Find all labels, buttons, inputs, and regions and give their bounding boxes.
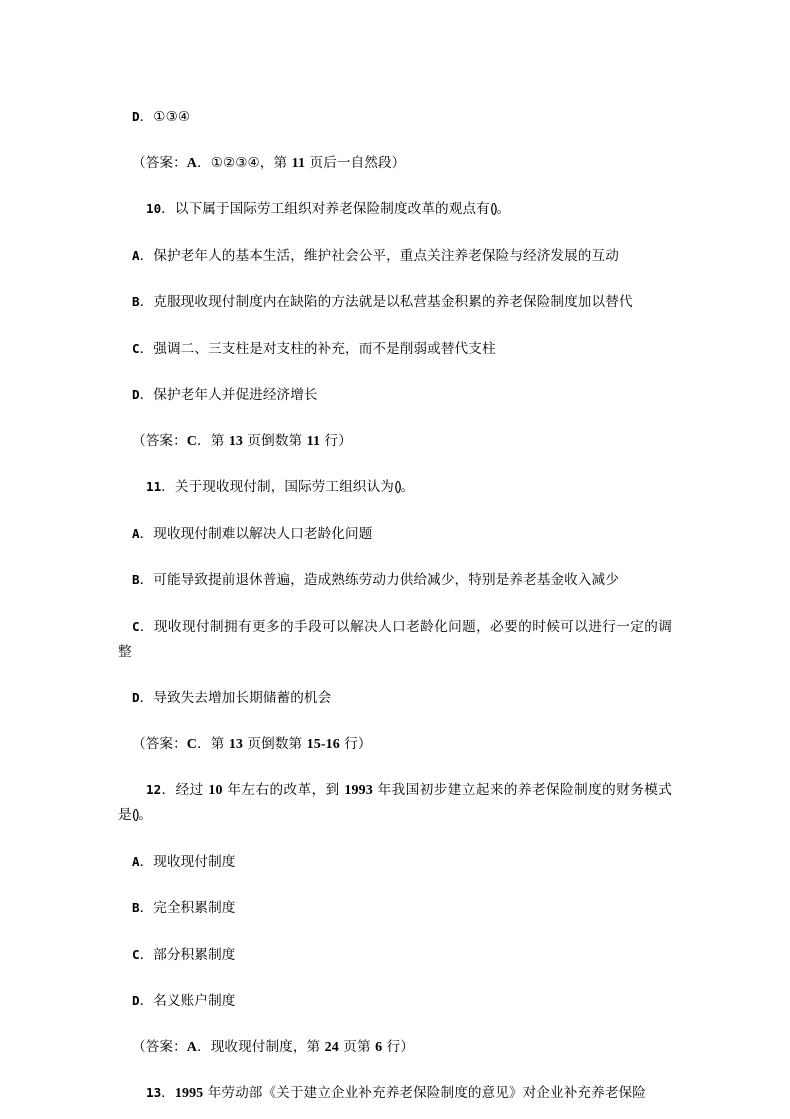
option-label: B <box>132 572 140 587</box>
latin-run: 10 <box>208 783 223 798</box>
option-paragraph <box>118 243 672 269</box>
option-paragraph <box>118 614 672 665</box>
option-text: 部分积累制度 <box>153 946 236 963</box>
question-number: 11 <box>146 479 162 494</box>
latin-run: 11 <box>291 155 306 171</box>
option-paragraph <box>118 336 672 362</box>
latin-run: C <box>186 433 197 449</box>
option-label: D <box>132 387 140 402</box>
answer-paragraph <box>118 429 672 454</box>
label-separator: ． <box>139 690 154 706</box>
option-text: 现收现付制难以解决人口老龄化问题 <box>153 525 373 542</box>
question-paragraph <box>118 1080 672 1106</box>
label-separator: ． <box>139 247 154 264</box>
document-body <box>118 104 672 1119</box>
question-number: 13 <box>146 1085 162 1100</box>
option-label: A <box>132 525 140 541</box>
question-paragraph <box>118 196 672 222</box>
question-text: 1995 年劳动部《关于建立企业补充养老保险制度的意见》对企业补充养老保险 <box>174 1085 646 1101</box>
question-text: 关于现收现付制，国际劳工组织认为()。 <box>174 479 415 495</box>
option-text: 名义账户制度 <box>153 993 236 1009</box>
option-text: 现收现付制拥有更多的手段可以解决人口老龄化问题，必要的时候可以进行一定的调整 <box>118 618 672 660</box>
option-label: A <box>132 853 140 869</box>
question-number: 12 <box>146 782 162 797</box>
label-separator: ． <box>139 946 154 963</box>
latin-run: 1995 <box>174 1086 204 1101</box>
blank-answer-parens: () <box>393 479 400 495</box>
blank-answer-parens: () <box>131 807 138 823</box>
label-separator: ． <box>139 853 154 870</box>
answer-paragraph <box>118 151 672 176</box>
option-label: C <box>132 340 140 356</box>
answer-paragraph <box>118 1035 672 1060</box>
question-text: 经过 10 年左右的改革，到 1993 年我国初步建立起来的养老保险制度的财务模式是()。 <box>118 782 672 823</box>
option-paragraph <box>118 382 672 408</box>
latin-run: 24 <box>324 1039 339 1055</box>
option-label: D <box>132 993 140 1008</box>
label-separator: ． <box>139 340 154 357</box>
option-label: C <box>132 946 140 962</box>
option-paragraph <box>118 988 672 1014</box>
option-label: D <box>132 690 140 705</box>
option-label: A <box>132 247 140 263</box>
label-separator: ． <box>161 782 176 798</box>
option-text: 保护老年人并促进经济增长 <box>153 387 318 403</box>
option-text: 可能导致提前退休普遍，造成熟练劳动力供给减少，特别是养老基金收入减少 <box>153 572 619 588</box>
label-separator: ． <box>139 900 154 916</box>
option-text: 保护老年人的基本生活，维护社会公平，重点关注养老保险与经济发展的互动 <box>153 247 619 264</box>
option-paragraph <box>118 289 672 315</box>
label-separator: ． <box>139 387 154 403</box>
option-label: C <box>132 618 140 634</box>
latin-run: 6 <box>375 1039 383 1055</box>
latin-run: A <box>186 1039 197 1055</box>
answer-text: （答案：A．①②③④，第 11 页后一自然段） <box>132 154 406 171</box>
blank-answer-parens: () <box>489 201 496 217</box>
answer-text: （答案：C．第 13 页倒数第 11 行） <box>132 432 352 449</box>
option-label: B <box>132 900 140 915</box>
latin-run: A <box>186 155 197 171</box>
option-paragraph <box>118 849 672 875</box>
label-separator: ． <box>139 525 154 542</box>
latin-run: 15-16 <box>306 736 340 752</box>
option-paragraph <box>118 567 672 593</box>
question-text: 以下属于国际劳工组织对养老保险制度改革的观点有()。 <box>174 201 511 217</box>
question-number: 10 <box>146 201 162 216</box>
latin-run: C <box>186 736 197 752</box>
label-separator: ． <box>139 294 154 310</box>
latin-run: 13 <box>228 736 244 752</box>
option-paragraph <box>118 104 672 130</box>
option-text: 完全积累制度 <box>153 900 236 916</box>
option-text: ①③④ <box>153 109 191 125</box>
option-paragraph <box>118 895 672 921</box>
answer-text: （答案：A．现收现付制度，第 24 页第 6 行） <box>132 1038 415 1055</box>
option-text: 强调二、三支柱是对支柱的补充，而不是削弱或替代支柱 <box>153 340 496 357</box>
option-text: 克服现收现付制度内在缺陷的方法就是以私营基金积累的养老保险制度加以替代 <box>153 294 633 310</box>
option-label: D <box>132 109 140 124</box>
label-separator: ． <box>139 618 154 635</box>
option-label: B <box>132 294 140 309</box>
answer-text: （答案：C．第 13 页倒数第 15-16 行） <box>132 735 372 752</box>
question-paragraph <box>118 474 672 500</box>
option-paragraph <box>118 521 672 547</box>
label-separator: ． <box>139 993 154 1009</box>
label-separator: ． <box>161 479 175 495</box>
answer-paragraph <box>118 732 672 757</box>
option-paragraph <box>118 942 672 968</box>
question-paragraph <box>118 777 672 828</box>
latin-run: 13 <box>228 433 244 449</box>
label-separator: ． <box>139 572 154 588</box>
latin-run: 11 <box>306 433 321 449</box>
latin-run: 1993 <box>344 783 373 798</box>
label-separator: ． <box>139 109 154 125</box>
option-paragraph <box>118 685 672 711</box>
label-separator: ． <box>161 1085 175 1101</box>
option-text: 现收现付制度 <box>153 853 236 870</box>
option-text: 导致失去增加长期储蓄的机会 <box>153 690 332 706</box>
label-separator: ． <box>161 201 175 217</box>
